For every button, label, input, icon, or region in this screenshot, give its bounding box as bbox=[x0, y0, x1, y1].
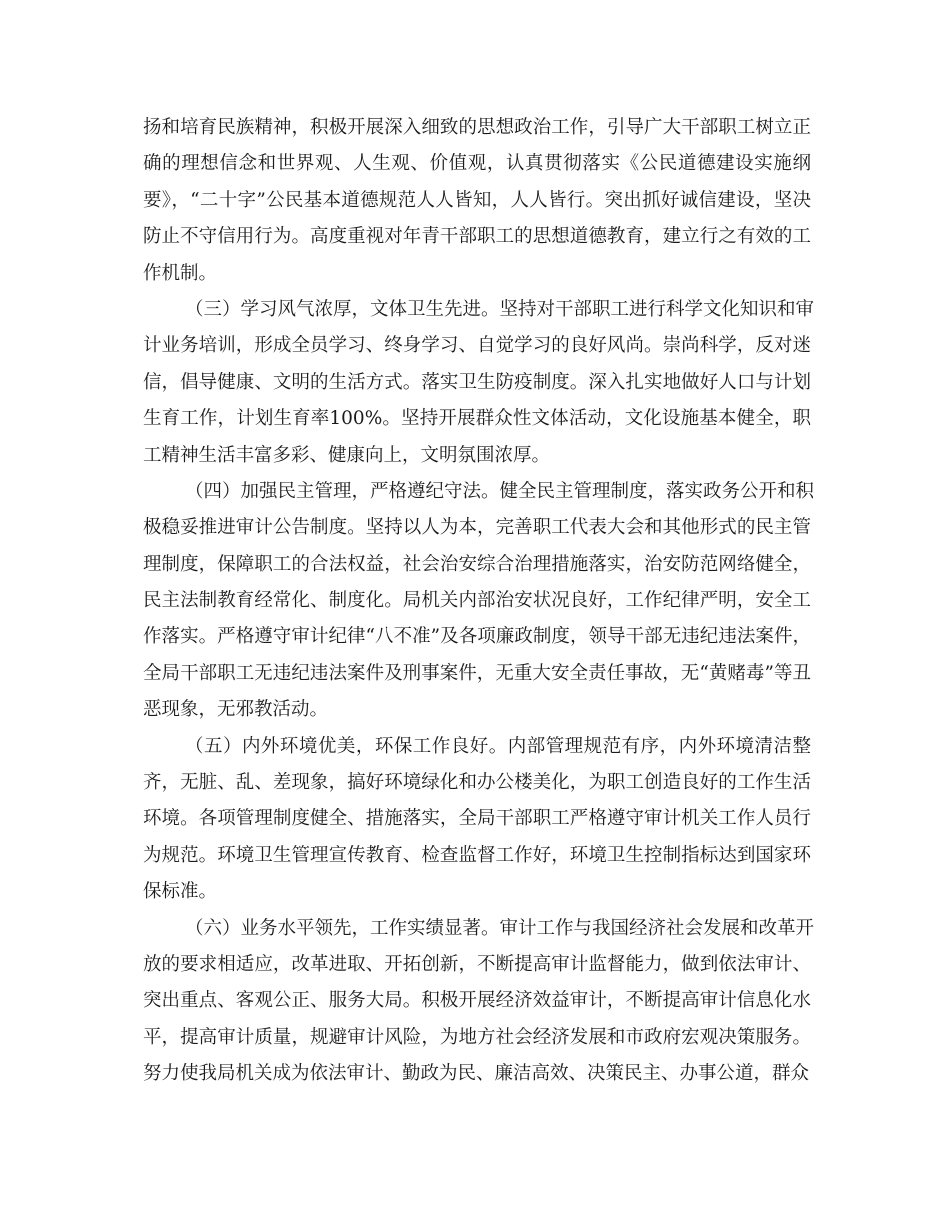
text-line: （五）内外环境优美，环保工作良好。内部管理规范有序，内外环境清洁整 bbox=[185, 735, 811, 757]
text-line: 要》，“二十字”公民基本道德规范人人皆知，人人皆行。突出抓好诚信建设，坚决 bbox=[143, 189, 811, 211]
text-line: （六）业务水平领先，工作实绩显著。审计工作与我国经济社会发展和改革开 bbox=[185, 917, 815, 939]
text-line: 平，提高审计质量，规避审计风险，为地方社会经济发展和市政府宏观决策服务。 bbox=[143, 1026, 811, 1048]
text-line: 理制度，保障职工的合法权益，社会治安综合治理措施落实，治安防范网络健全， bbox=[143, 553, 811, 575]
text-line: 民主法制教育经常化、制度化。局机关内部治安状况良好，工作纪律严明，安全工 bbox=[143, 590, 811, 612]
text-line: 极稳妥推进审计公告制度。坚持以人为本，完善职工代表大会和其他形式的民主管 bbox=[143, 517, 811, 539]
paragraph-p-4 bbox=[143, 474, 815, 729]
text-line: 作机制。 bbox=[143, 262, 218, 284]
paragraph-p-6 bbox=[143, 911, 815, 1093]
text-line: （四）加强民主管理，严格遵纪守法。健全民主管理制度，落实政务公开和积 bbox=[185, 480, 815, 502]
text-line: 生育工作，计划生育率100%。坚持开展群众性文体活动，文化设施基本健全，职 bbox=[143, 408, 811, 430]
text-line: 突出重点、客观公正、服务大局。积极开展经济效益审计，不断提高审计信息化水 bbox=[143, 990, 811, 1012]
text-line: 全局干部职工无违纪违法案件及刑事案件，无重大安全责任事故，无“黄赌毒”等丑 bbox=[143, 662, 811, 684]
text-line: 确的理想信念和世界观、人生观、价值观，认真贯彻落实《公民道德建设实施纲 bbox=[143, 153, 811, 175]
text-line: 努力使我局机关成为依法审计、勤政为民、廉洁高效、决策民主、办事公道，群众 bbox=[143, 1063, 810, 1085]
text-line: 保标准。 bbox=[143, 881, 218, 903]
paragraph-p-5 bbox=[143, 729, 811, 911]
text-line: 环境。各项管理制度健全、措施落实，全局干部职工严格遵守审计机关工作人员行 bbox=[143, 808, 811, 830]
text-line: 为规范。环境卫生管理宣传教育、检查监督工作好，环境卫生控制指标达到国家环 bbox=[143, 844, 811, 866]
paragraph-p-continued bbox=[143, 110, 811, 292]
text-line: 恶现象，无邪教活动。 bbox=[143, 699, 329, 721]
text-line: 信，倡导健康、文明的生活方式。落实卫生防疫制度。深入扎实地做好人口与计划 bbox=[143, 371, 811, 393]
text-line: 齐，无脏、乱、差现象，搞好环境绿化和办公楼美化，为职工创造良好的工作生活 bbox=[143, 772, 811, 794]
text-line: 工精神生活丰富多彩、健康向上，文明氛围浓厚。 bbox=[143, 444, 551, 466]
text-line: 防止不守信用行为。高度重视对年青干部职工的思想道德教育，建立行之有效的工 bbox=[143, 226, 811, 248]
paragraph-p-3 bbox=[143, 292, 815, 474]
text-line: 计业务培训，形成全员学习、终身学习、自觉学习的良好风尚。崇尚科学，反对迷 bbox=[143, 335, 811, 357]
text-line: 作落实。严格遵守审计纪律“八不准”及各项廉政制度，领导干部无违纪违法案件， bbox=[143, 626, 811, 648]
text-line: 放的要求相适应，改革进取、开拓创新，不断提高审计监督能力，做到依法审计、 bbox=[143, 953, 811, 975]
text-line: 扬和培育民族精神，积极开展深入细致的思想政治工作，引导广大干部职工树立正 bbox=[143, 117, 811, 138]
text-line: （三）学习风气浓厚，文体卫生先进。坚持对干部职工进行科学文化知识和审 bbox=[185, 298, 815, 320]
document-body bbox=[143, 110, 815, 1093]
